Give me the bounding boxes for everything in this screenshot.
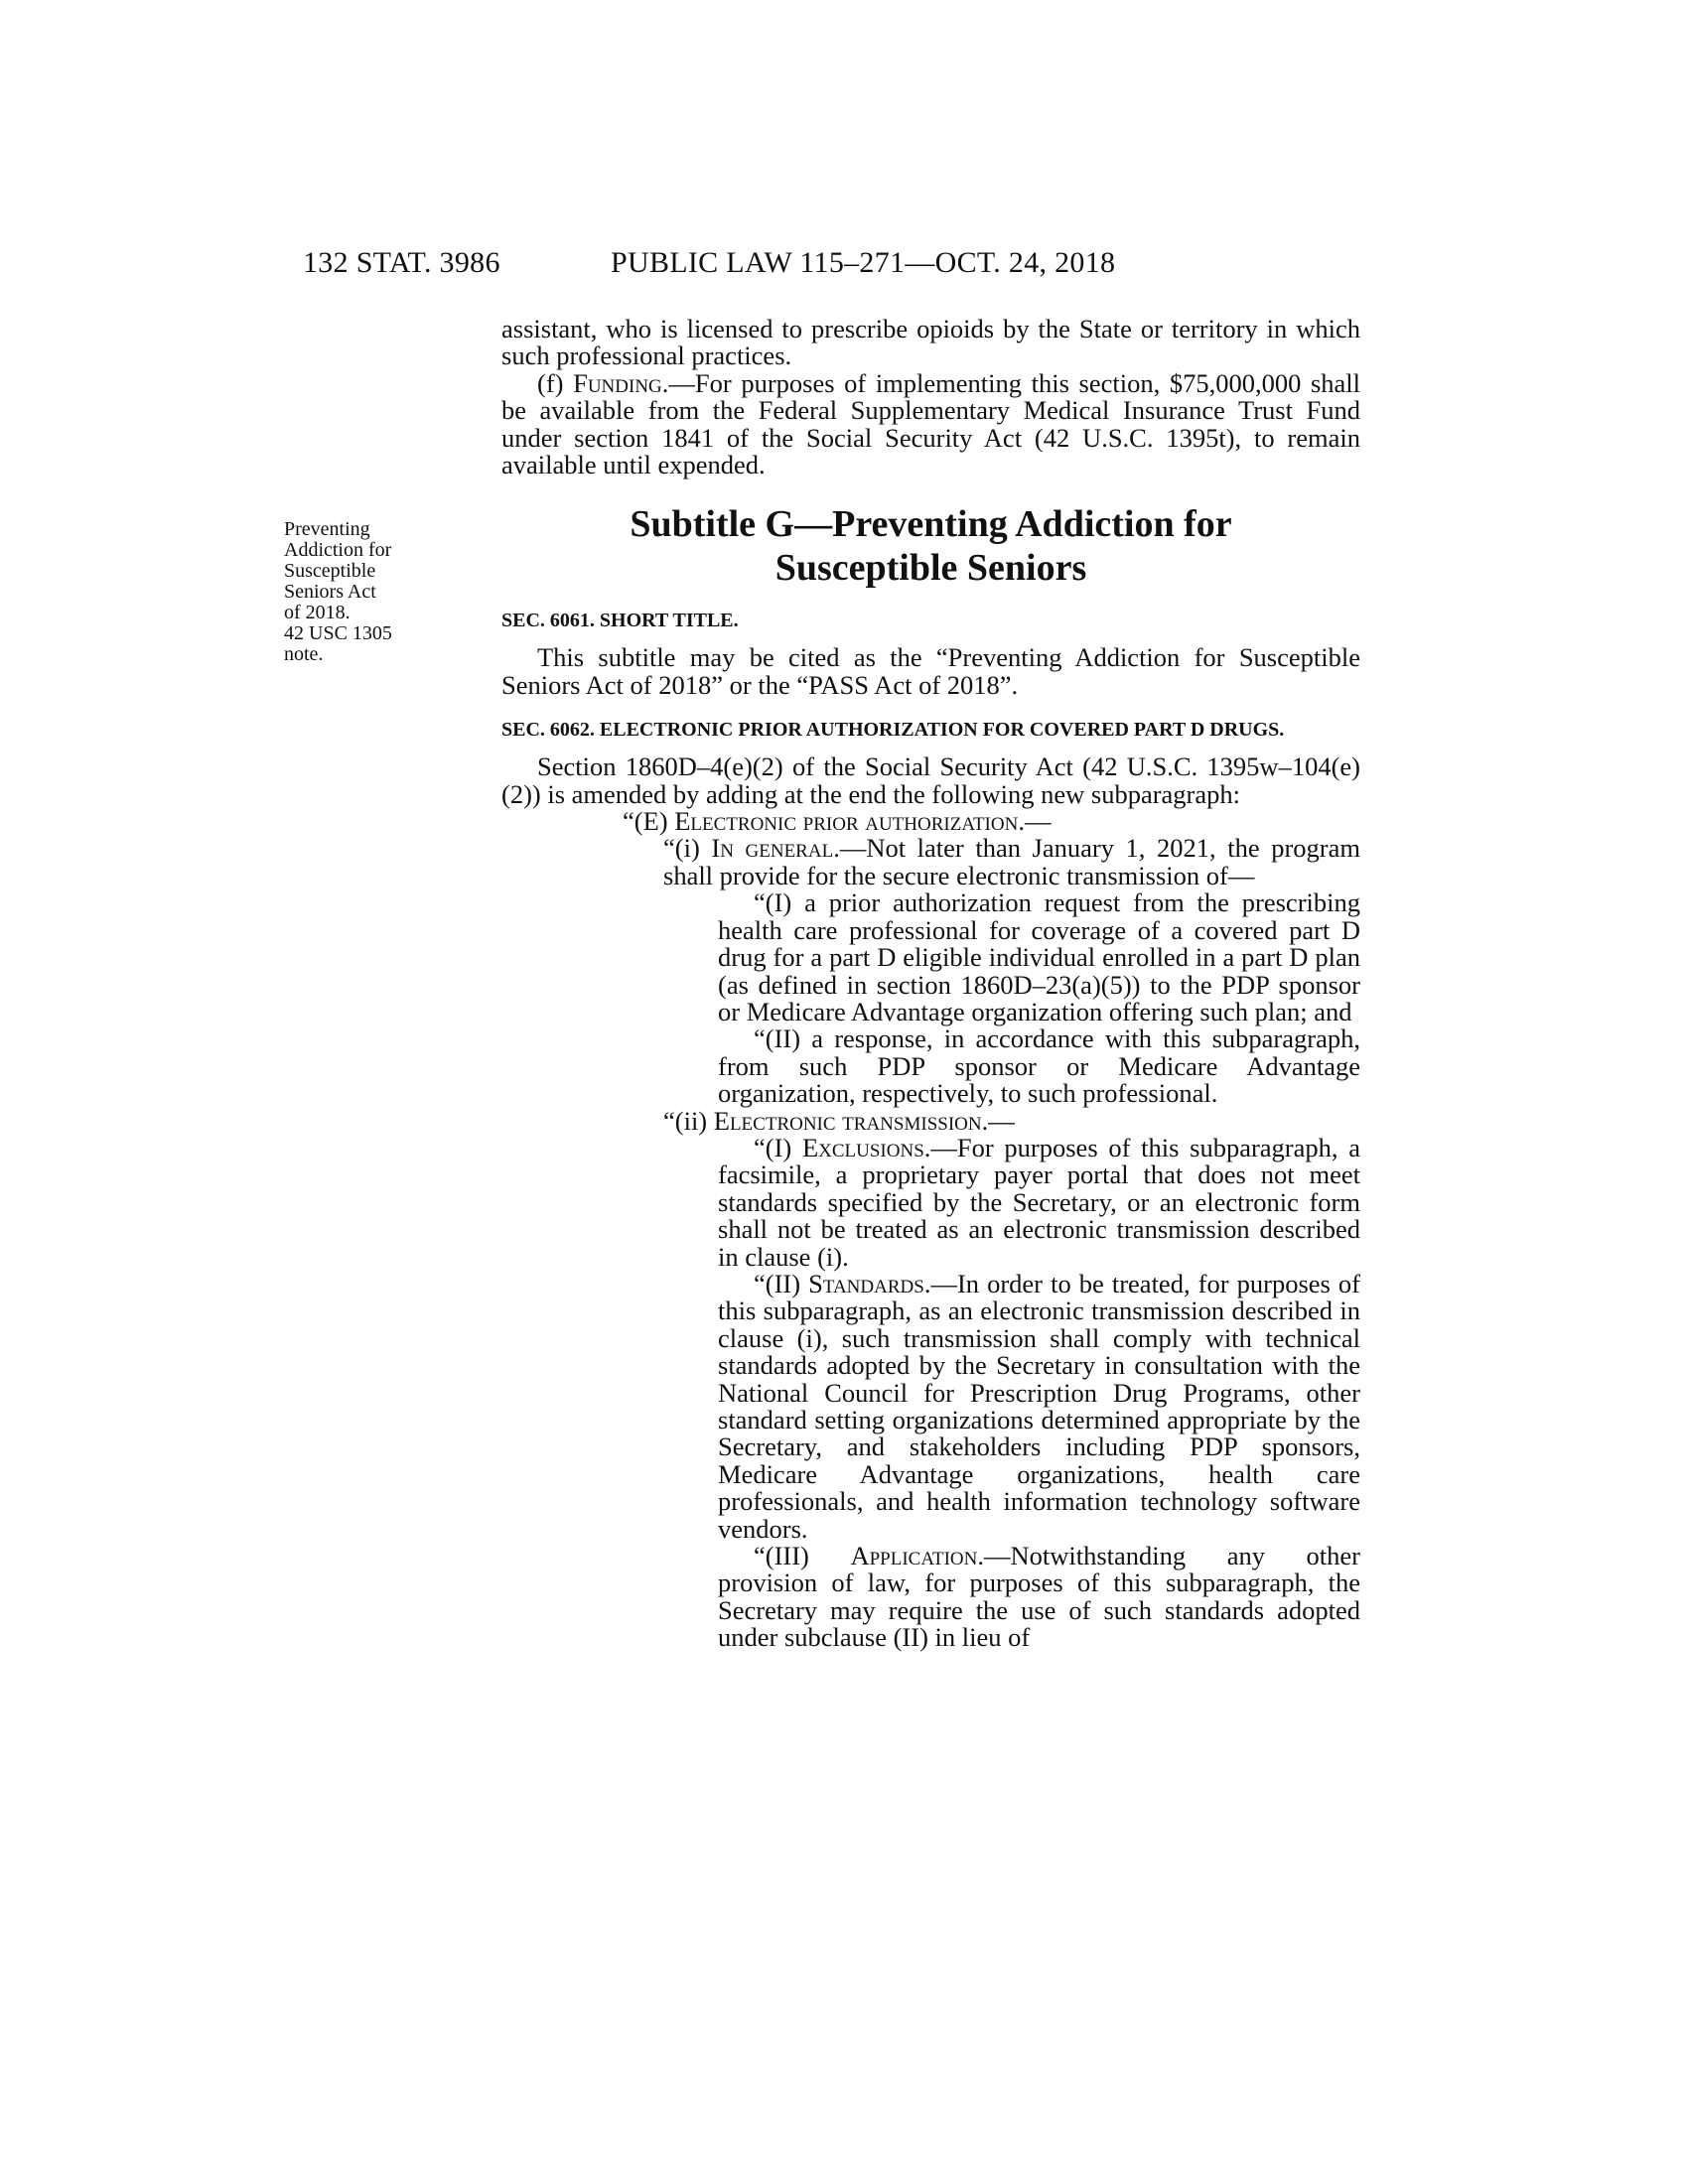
clause-ii-subclause-III bbox=[501, 1543, 1360, 1652]
E-suffix: .— bbox=[1018, 806, 1052, 837]
page-header bbox=[303, 246, 1385, 286]
subparagraph-E-heading bbox=[501, 808, 1360, 835]
ii-suffix: .— bbox=[981, 1105, 1015, 1136]
section-6062-heading: SEC. 6062. ELECTRONIC PRIOR AUTHORIZATION FOR COVERED PART D DRUGS. bbox=[501, 719, 1285, 742]
i-text: .—Not later than January 1, 2021, the program shall provide for the secure electronic transmission of— bbox=[663, 833, 1361, 890]
margin-note-line: Addiction for bbox=[284, 539, 392, 561]
clause-ii-subclause-II bbox=[501, 1268, 1360, 1544]
E-prefix: “(E) bbox=[623, 806, 675, 837]
ii-II-caption: Standards bbox=[808, 1268, 924, 1298]
margin-note bbox=[284, 519, 433, 665]
funding-prefix: (f) bbox=[537, 367, 574, 398]
ii-III-prefix: “(III) bbox=[754, 1541, 851, 1571]
subtitle-heading bbox=[501, 502, 1360, 590]
ii-I-text: .—For purposes of this subparagraph, a facsimile, a proprietary payer portal that does not meet standards specified by the Secretary, or an electronic form shall not be treated as an electronic transmission described in clause (i). bbox=[718, 1132, 1360, 1272]
ii-III-caption: Application bbox=[850, 1541, 978, 1571]
clause-i-subclause-II: “(II) a response, in accordance with this subparagraph, from such PDP sponsor or Medicare Advantage organization, respectively, to such professional. bbox=[718, 1024, 1360, 1109]
margin-note-line: of 2018. bbox=[284, 602, 351, 623]
clause-i-subclause-I: “(I) a prior authorization request from the prescribing health care professional for coverage of a covered part D drug for a part D eligible individual enrolled in a part D plan (as defined in section 1860D–23(a)(5)) to the PDP sponsor or Medicare Advantage organization offering such plan; and bbox=[718, 887, 1360, 1026]
document-body bbox=[501, 316, 1360, 1652]
i-caption: In general bbox=[711, 833, 834, 864]
margin-note-line: note. bbox=[284, 643, 324, 665]
paragraph-continuation: assistant, who is licensed to prescribe opioids by the State or territory in which such professional practices. bbox=[501, 314, 1360, 371]
subtitle-line-1: Subtitle G—Preventing Addiction for bbox=[630, 503, 1232, 546]
subtitle-line-2: Susceptible Seniors bbox=[774, 547, 1087, 590]
ii-caption: Electronic transmission bbox=[713, 1105, 982, 1136]
ii-III-text: .—Notwithstanding any other provision of law, for purposes of this subparagraph, the Secretary may require the use of such standards adopted under subclause (II) in lieu of bbox=[718, 1541, 1360, 1653]
margin-note-line: Seniors Act bbox=[284, 581, 376, 603]
margin-note-line: 42 USC 1305 bbox=[284, 622, 392, 644]
clause-ii-subclause-I bbox=[501, 1132, 1360, 1272]
clause-i bbox=[501, 835, 1360, 889]
funding-text: .—For purposes of implementing this section, $75,000,000 shall be available from the Federal Supplementary Medical Insurance Trust Fund under section 1841 of the Social Security Act (42 U.S.C. 1395t), to remain available until expended. bbox=[501, 367, 1360, 480]
i-prefix: “(i) bbox=[663, 833, 712, 864]
E-caption: Electronic prior authorization bbox=[674, 806, 1019, 837]
running-head: PUBLIC LAW 115–271—OCT. 24, 2018 bbox=[611, 246, 1116, 279]
margin-note-line: Preventing bbox=[284, 518, 370, 540]
margin-note-line: Susceptible bbox=[284, 560, 376, 582]
ii-II-prefix: “(II) bbox=[754, 1268, 809, 1298]
paragraph-funding bbox=[501, 367, 1360, 480]
section-6062-intro: Section 1860D–4(e)(2) of the Social Security Act (42 U.S.C. 1395w–104(e)(2)) is amended by adding at the end the following new subparagraph: bbox=[501, 751, 1360, 809]
ii-II-text: .—In order to be treated, for purposes of this subparagraph, as an electronic transmission described in clause (i), such transmission shall comply with technical standards adopted by the Secretary in consultation with the National Council for Prescription Drug Programs, other standard setting organizations determined appropriate by the Secretary, and stakeholders including PDP sponsors, Medicare Advantage organizations, health care professionals, and health information technology software vendors. bbox=[718, 1268, 1360, 1544]
section-6061-heading: SEC. 6061. SHORT TITLE. bbox=[501, 610, 739, 632]
section-6061-text: This subtitle may be cited as the “Preventing Addiction for Susceptible Seniors Act of 2018” or the “PASS Act of 2018”. bbox=[501, 642, 1360, 700]
ii-prefix: “(ii) bbox=[663, 1105, 714, 1136]
ii-I-prefix: “(I) bbox=[754, 1132, 802, 1162]
clause-ii-heading bbox=[501, 1105, 1360, 1136]
funding-caption: Funding bbox=[573, 367, 662, 398]
stat-page-number: 132 STAT. 3986 bbox=[303, 246, 500, 279]
ii-I-caption: Exclusions bbox=[801, 1132, 924, 1162]
